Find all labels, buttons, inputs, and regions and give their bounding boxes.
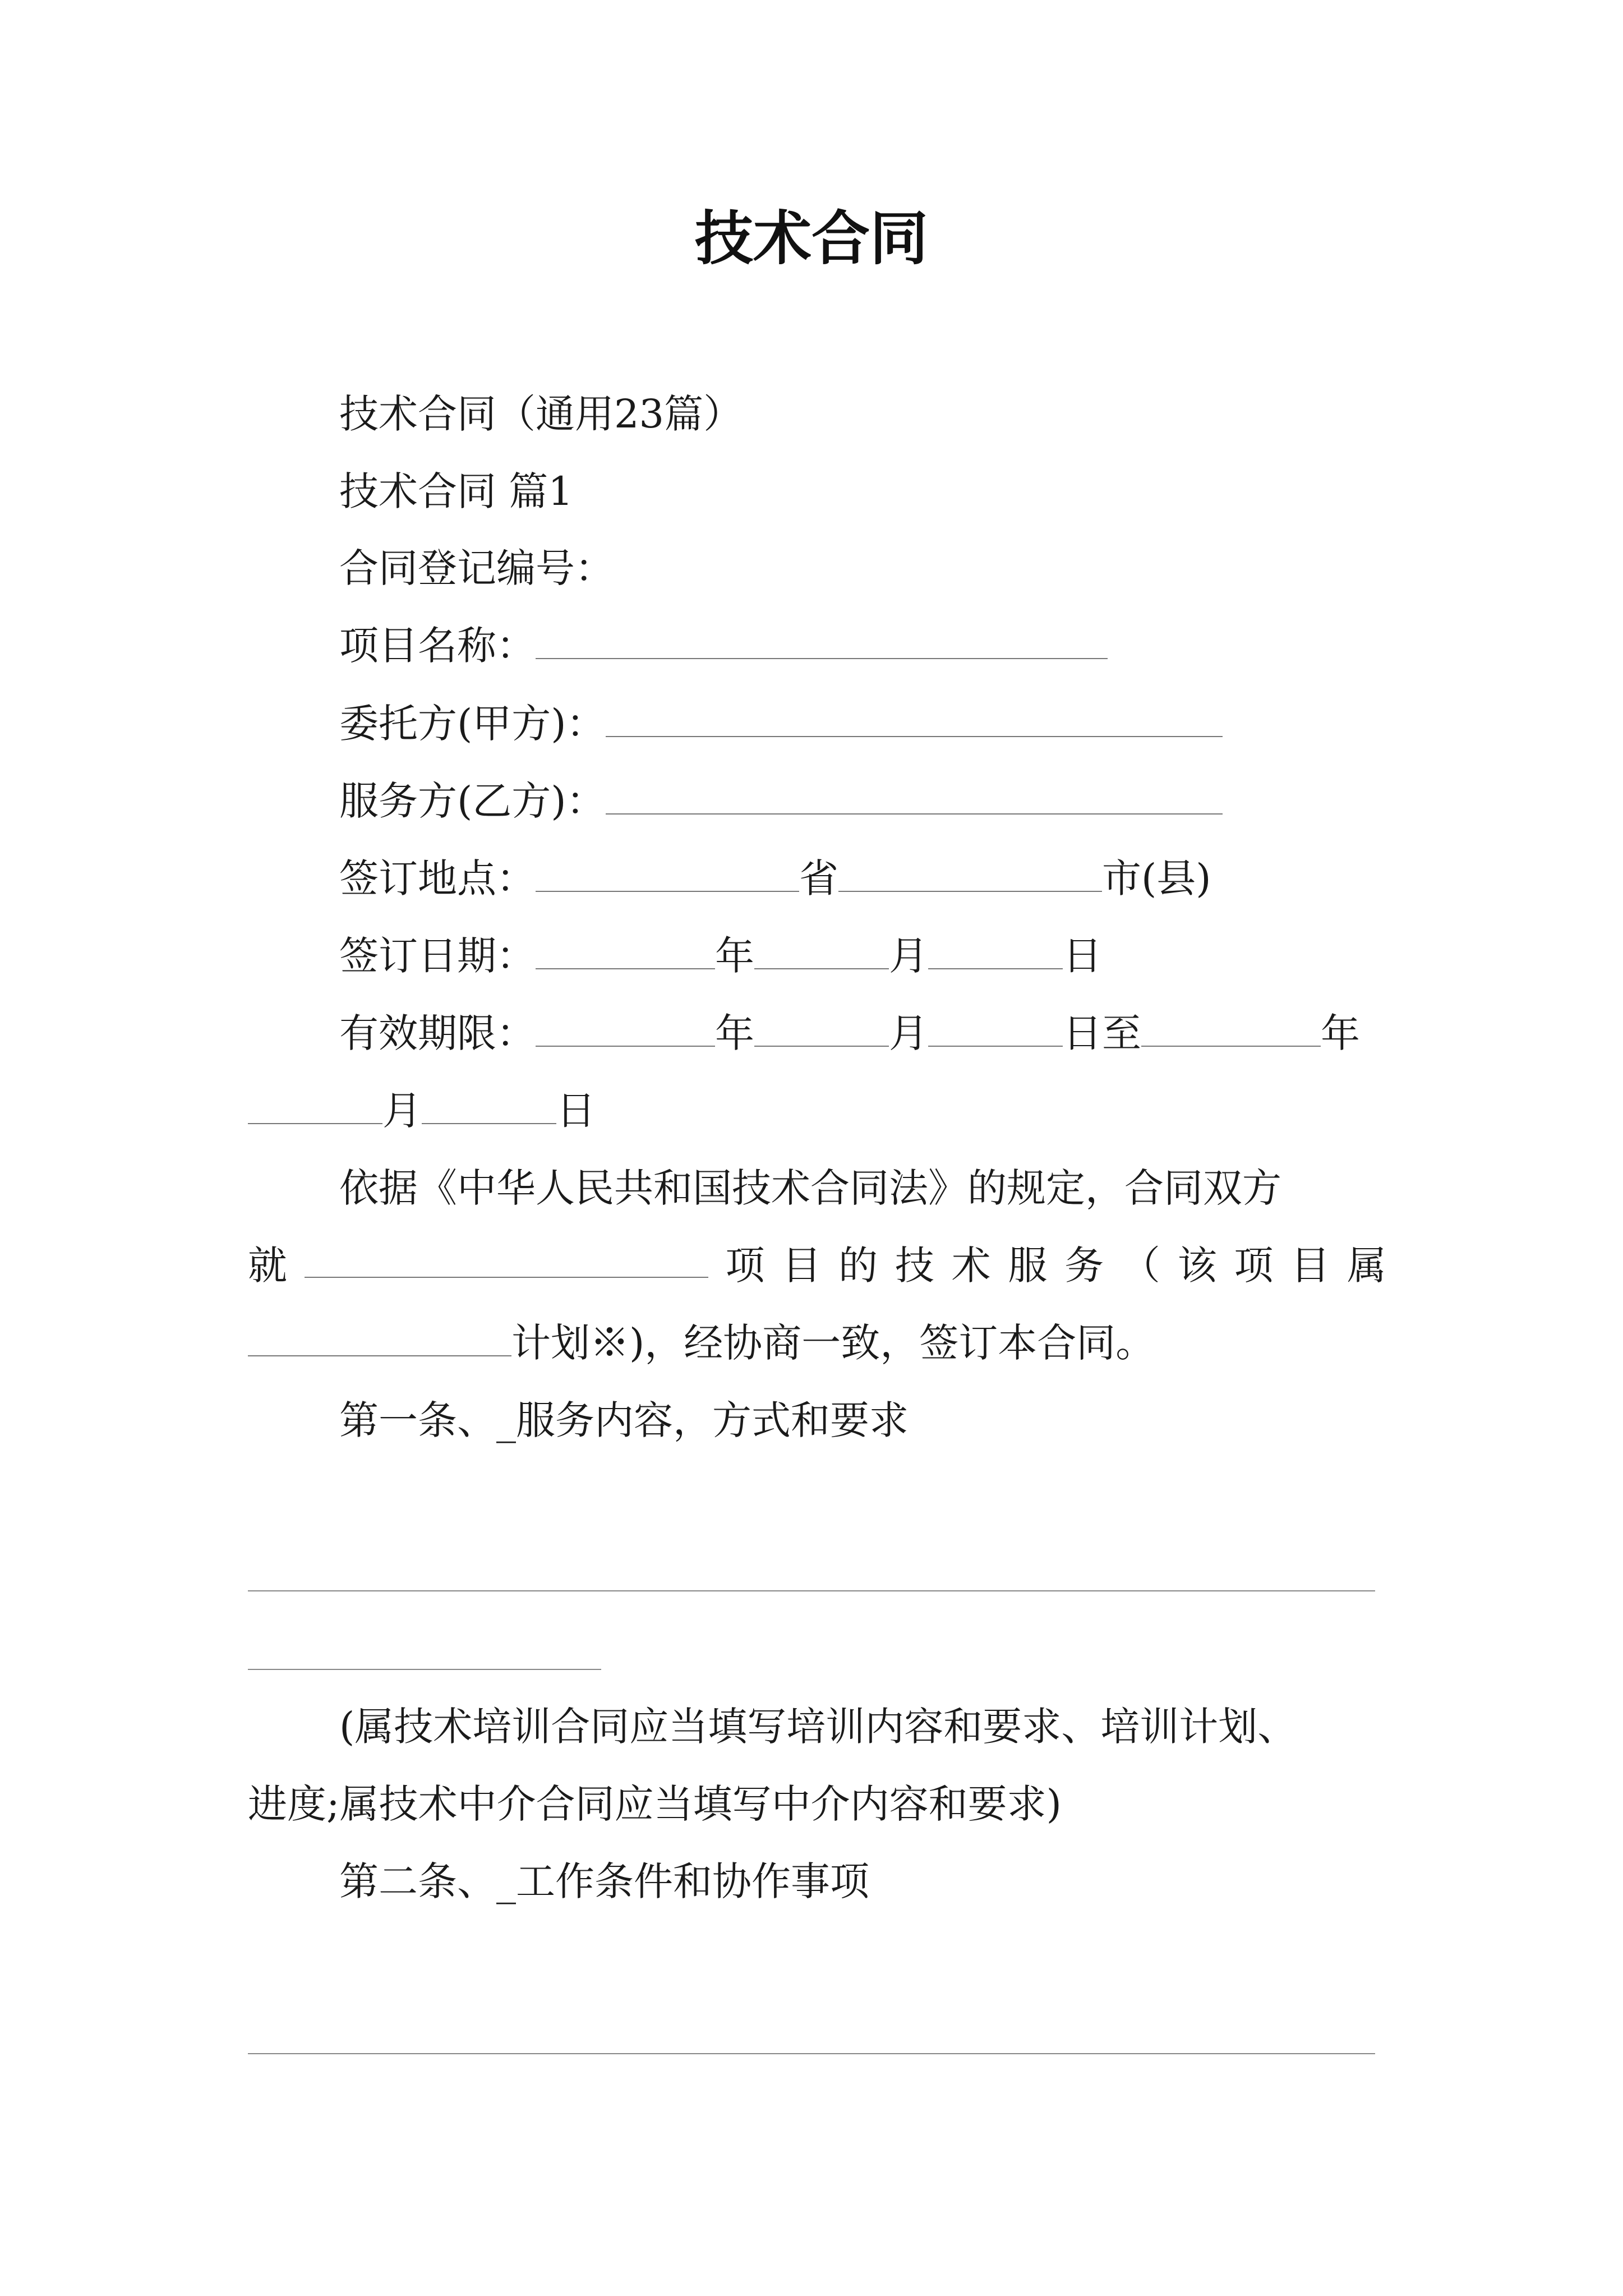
year-text: 年 [715, 1010, 754, 1056]
valid-from-month-blank[interactable] [754, 1006, 889, 1047]
article-2-blank-line[interactable] [248, 2053, 1375, 2054]
sign-year-blank[interactable] [536, 929, 715, 969]
day-text: 日 [556, 1088, 596, 1134]
preamble-word: 属 [1347, 1243, 1386, 1289]
preamble-word: 项 [1234, 1243, 1274, 1289]
preamble-line-3 [248, 1315, 1155, 1371]
valid-to-day-blank[interactable] [422, 1084, 556, 1124]
preamble-word: 服 [1008, 1243, 1048, 1289]
preamble-word: 目 [1290, 1243, 1330, 1289]
service-provider-blank[interactable] [606, 774, 1223, 815]
day-text: 日 [1063, 933, 1102, 979]
article-1-blank-line-short[interactable] [248, 1669, 601, 1670]
preamble-end-text: 计划※)，经协商一致，签订本合同。 [511, 1320, 1155, 1366]
collection-title: 技术合同（通用23篇） [339, 391, 743, 437]
year-text: 年 [1321, 1010, 1360, 1056]
client-label: 委托方(甲方)： [339, 701, 606, 747]
sign-date-label: 签订日期： [339, 933, 536, 979]
project-name-blank[interactable] [536, 619, 1108, 659]
validity-field [339, 1005, 1360, 1061]
year-text: 年 [715, 933, 754, 979]
sign-place-label: 签订地点： [339, 855, 536, 901]
client-field [339, 696, 1223, 752]
city-county-text: 市(县) [1102, 855, 1211, 901]
validity-label: 有效期限： [339, 1010, 536, 1056]
preamble-start-text: 就 [248, 1243, 287, 1289]
preamble-word: 项 [725, 1243, 765, 1289]
service-provider-label: 服务方(乙方)： [339, 778, 606, 824]
preamble-word: 务 [1064, 1243, 1104, 1289]
project-name-label: 项目名称： [339, 623, 536, 669]
client-blank[interactable] [606, 697, 1223, 737]
month-text: 月 [889, 933, 928, 979]
valid-to-year-blank[interactable] [1141, 1006, 1321, 1047]
article-2-heading: 第二条、_工作条件和协作事项 [339, 1858, 869, 1904]
preamble-word: 该 [1177, 1243, 1217, 1289]
month-text: 月 [382, 1088, 422, 1134]
preamble-word: 的 [838, 1243, 878, 1289]
sign-day-blank[interactable] [928, 929, 1063, 969]
day-to-text: 日至 [1063, 1010, 1141, 1056]
city-blank[interactable] [838, 852, 1102, 892]
preamble-line-2 [248, 1237, 1386, 1294]
month-text: 月 [889, 1010, 928, 1056]
sign-month-blank[interactable] [754, 929, 889, 969]
project-blank[interactable] [305, 1237, 708, 1278]
province-text: 省 [799, 855, 838, 901]
valid-from-day-blank[interactable] [928, 1006, 1063, 1047]
preamble-word: 术 [951, 1243, 991, 1289]
service-provider-field [339, 773, 1223, 829]
preamble-word: 目 [782, 1243, 822, 1289]
sign-date-field [339, 928, 1102, 984]
preamble-line-1: 依据《中华人民共和国技术合同法》的规定，合同双方 [339, 1165, 1281, 1211]
article-1-note-line-2: 进度;属技术中介合同应当填写中介内容和要求) [248, 1781, 1062, 1827]
valid-from-year-blank[interactable] [536, 1006, 715, 1047]
article-1-blank-line[interactable] [248, 1590, 1375, 1591]
province-blank[interactable] [536, 852, 799, 892]
registration-number-label: 合同登记编号： [339, 545, 614, 591]
project-name-field [339, 618, 1108, 674]
preamble-word: （ [1121, 1243, 1160, 1289]
validity-field-continued [248, 1083, 596, 1139]
valid-to-month-blank[interactable] [248, 1084, 382, 1124]
plan-blank[interactable] [248, 1316, 511, 1356]
registration-number-field [339, 540, 614, 596]
article-1-note-line-1: (属技术培训合同应当填写培训内容和要求、培训计划、 [339, 1704, 1297, 1750]
sign-place-field [339, 850, 1211, 907]
article-1-heading: 第一条、_服务内容，方式和要求 [339, 1397, 909, 1443]
preamble-word: 技 [895, 1243, 934, 1289]
section-title: 技术合同 篇1 [339, 468, 573, 514]
document-title: 技术合同 [694, 204, 928, 273]
